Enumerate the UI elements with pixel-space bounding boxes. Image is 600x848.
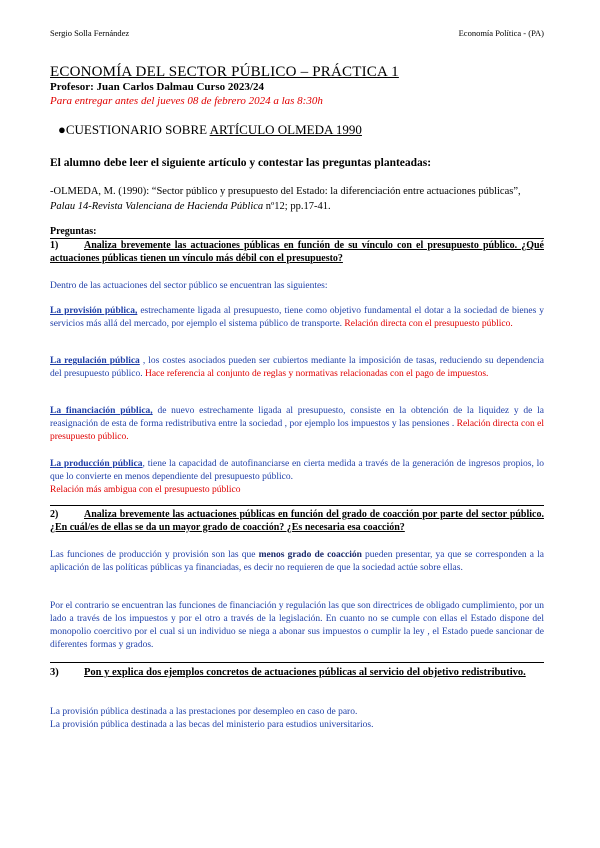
- answer-2-text-a: Las funciones de producción y provisión son las que: [50, 550, 259, 560]
- regulacion-text: , los costes asociados pueden ser cubiertos mediante la imposición de tasas, reduciendo su dependencia del presupuesto público.: [50, 356, 544, 379]
- financiacion-note: Relación directa con el presupuesto público.: [50, 419, 544, 442]
- header-course: Economía Política - (PA): [458, 28, 544, 38]
- provision-note: Relación directa con el presupuesto público.: [342, 319, 513, 329]
- question-3-text: Pon y explica dos ejemplos concretos de actuaciones públicas al servicio del objetivo redistributivo.: [84, 667, 526, 678]
- preguntas-label: Preguntas:: [50, 226, 97, 237]
- question-2: [50, 509, 544, 534]
- header-author: Sergio Solla Fernández: [50, 28, 130, 38]
- answer-1-intro: Dentro de las actuaciones del sector público se encuentran las siguientes:: [50, 281, 328, 291]
- intro-instruction: El alumno debe leer el siguiente artículo y contestar las preguntas planteadas:: [50, 157, 432, 169]
- cuestionario-heading: [58, 122, 552, 138]
- regulacion-note: Hace referencia al conjunto de reglas y normativas relacionadas con el pago de impuestos.: [142, 369, 489, 379]
- document-title: ECONOMÍA DEL SECTOR PÚBLICO – PRÁCTICA 1: [50, 64, 399, 80]
- answer-1-produccion: [50, 458, 544, 497]
- answer-3-line-2: La provisión pública destinada a las becas del ministerio para estudios universitarios.: [50, 720, 374, 730]
- term-provision: La provisión pública,: [50, 306, 138, 316]
- deadline-line: Para entregar antes del jueves 08 de febrero 2024 a las 8:30h: [50, 95, 323, 107]
- question-3-number: 3): [50, 667, 59, 678]
- question-2-number: 2): [50, 509, 59, 520]
- answer-2-text-b: pueden presentar, ya que se corresponden a la aplicación de las políticas públicas ya financiadas, es decir no requieren de que la sociedad actúe sobre ellas.: [50, 550, 544, 573]
- cuestionario-prefix: CUESTIONARIO SOBRE: [65, 122, 210, 137]
- term-produccion: La producción pública: [50, 459, 143, 469]
- answer-3: [50, 706, 544, 732]
- question-3: [50, 667, 544, 680]
- question-1-number: 1): [50, 240, 59, 251]
- answer-1-financiacion: [50, 405, 544, 444]
- produccion-note: Relación más ambigua con el presupuesto público: [50, 485, 241, 495]
- professor-line: Profesor: Juan Carlos Dalmau Curso 2023/24: [50, 81, 264, 93]
- financiacion-text: de nuevo estrechamente ligada al presupuesto, consiste en la obtención de la liquidez y de la reasignación de esta de forma redistributiva entre la sociedad , por ejemplo los impuestos y las pensiones .: [50, 406, 544, 429]
- answer-2-para-2: Por el contrario se encuentran las funciones de financiación y regulación las que son directrices de obligado cumplimiento, por un lado a través de los impuestos y por el otro a través de la legislación. En cuanto no se cumple con ellas el Estado dispone del monopolio coercitivo por el cual si un individuo se niega a abonar sus impuestos o cumplir la ley , el Estado puede sancionar de diferentes formas y grados.: [50, 601, 544, 650]
- question-2-text: Analiza brevemente las actuaciones públicas en función del grado de coacción por parte del sector público. ¿En cuál/es de ellas se da un mayor grado de coacción? ¿Es necesaria esa coacción?: [50, 509, 544, 533]
- answer-2-para-1: [50, 549, 544, 575]
- produccion-text: , tiene la capacidad de autofinanciarse en cierta medida a través de la generación de ingresos propios, lo que lo convierte en menos dependiente del presupuesto público.: [50, 459, 544, 482]
- cuestionario-article: ARTÍCULO OLMEDA 1990: [209, 122, 362, 137]
- provision-text: estrechamente ligada al presupuesto, tiene como objetivo fundamental el dotar a la sociedad de bienes y servicios más allá del mercado, por ejemplo el sistema público de transporte.: [50, 306, 544, 329]
- divider: [50, 505, 544, 506]
- article-reference: [50, 184, 544, 214]
- reference-journal: Palau 14-Revista Valenciana de Hacienda Pública: [50, 201, 264, 212]
- answer-2-emphasis: menos grado de coacción: [258, 550, 362, 560]
- term-regulacion: La regulación pública: [50, 356, 140, 366]
- term-financiacion: La financiación pública,: [50, 406, 153, 416]
- reference-text: -OLMEDA, M. (1990): “Sector público y presupuesto del Estado: la diferenciación entre actuaciones públicas”,: [50, 186, 521, 197]
- answer-3-line-1: La provisión pública destinada a las prestaciones por desempleo en caso de paro.: [50, 707, 358, 717]
- divider: [50, 662, 544, 663]
- question-1: [50, 240, 544, 265]
- answer-1-regulacion: [50, 355, 544, 381]
- question-1-text: Analiza brevemente las actuaciones públicas en función de su vínculo con el presupuesto público. ¿Qué actuaciones públicas tienen un vínculo más débil con el presupuesto?: [50, 240, 544, 264]
- reference-suffix: nº12; pp.17-41.: [265, 201, 331, 212]
- bullet-icon: ●: [58, 122, 66, 137]
- divider: [50, 238, 544, 239]
- answer-1-provision: [50, 305, 544, 331]
